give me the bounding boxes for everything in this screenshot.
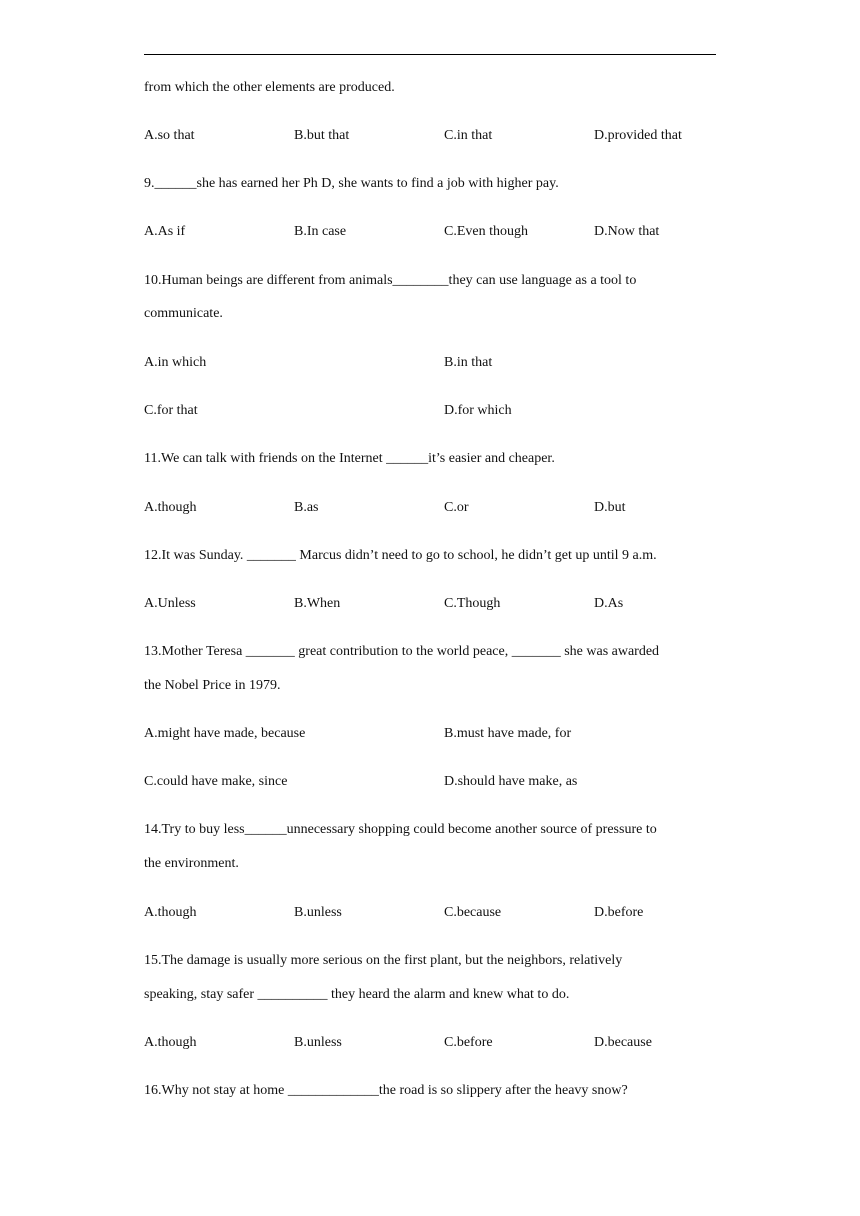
question-13-text: 13.Mother Teresa _______ great contribution to the world peace, _______ she was awarded: [144, 644, 660, 659]
q8-option-b: B.but that: [294, 128, 350, 143]
q14-option-c: C.because: [444, 905, 502, 920]
q11-option-d: D.but: [594, 500, 626, 515]
q10-option-b: B.in that: [444, 355, 493, 370]
q11-option-b: B.as: [294, 500, 319, 515]
q15-option-c: C.before: [444, 1035, 493, 1050]
q15-option-d: D.because: [594, 1035, 652, 1050]
q11-option-c: C.or: [444, 500, 469, 515]
question-16-text: 16.Why not stay at home _____________the road is so slippery after the heavy snow?: [144, 1083, 628, 1098]
q8-option-c: C.in that: [444, 128, 493, 143]
question-10-text: 10.Human beings are different from animals________they can use language as a tool to: [144, 273, 637, 288]
q12-option-a: A.Unless: [144, 596, 196, 611]
q13-option-c: C.could have make, since: [144, 774, 288, 789]
q14-option-a: A.though: [144, 905, 197, 920]
q11-option-a: A.though: [144, 500, 197, 515]
q8-option-d: D.provided that: [594, 128, 682, 143]
q15-option-a: A.though: [144, 1035, 197, 1050]
q9-option-a: A.As if: [144, 224, 186, 239]
question-14-text-continued: the environment.: [144, 856, 239, 871]
q13-option-a: A.might have made, because: [144, 726, 306, 741]
question-15-text-continued: speaking, stay safer __________ they heard the alarm and knew what to do.: [144, 987, 570, 1002]
q14-option-b: B.unless: [294, 905, 342, 920]
question-13-text-continued: the Nobel Price in 1979.: [144, 678, 281, 693]
q12-option-c: C.Though: [444, 596, 501, 611]
question-14-text: 14.Try to buy less______unnecessary shopping could become another source of pressure to: [144, 822, 657, 837]
q8-option-a: A.so that: [144, 128, 195, 143]
q12-option-d: D.As: [594, 596, 624, 611]
question-12-text: 12.It was Sunday. _______ Marcus didn’t need to go to school, he didn’t get up until 9 a.m.: [144, 548, 657, 563]
q12-option-b: B.When: [294, 596, 341, 611]
q15-option-b: B.unless: [294, 1035, 342, 1050]
q13-option-b: B.must have made, for: [444, 726, 572, 741]
q9-option-c: C.Even though: [444, 224, 528, 239]
q10-option-d: D.for which: [444, 403, 512, 418]
header-rule: [144, 54, 716, 55]
q10-option-a: A.in which: [144, 355, 207, 370]
question-9-text: 9.______she has earned her Ph D, she wants to find a job with higher pay.: [144, 176, 559, 191]
question-15-text: 15.The damage is usually more serious on the first plant, but the neighbors, relatively: [144, 953, 623, 968]
q10-option-c: C.for that: [144, 403, 198, 418]
q14-option-d: D.before: [594, 905, 644, 920]
q9-option-b: B.In case: [294, 224, 347, 239]
question-8-continuation: from which the other elements are produced.: [144, 80, 395, 95]
q9-option-d: D.Now that: [594, 224, 660, 239]
q13-option-d: D.should have make, as: [444, 774, 578, 789]
question-11-text: 11.We can talk with friends on the Internet ______it’s easier and cheaper.: [144, 451, 555, 466]
question-10-text-continued: communicate.: [144, 306, 223, 321]
